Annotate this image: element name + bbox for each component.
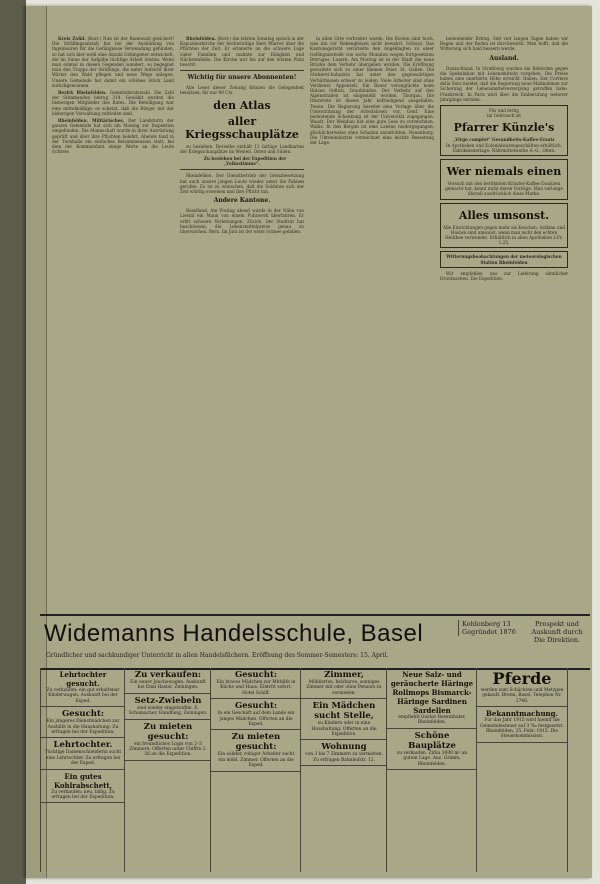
ad-text: zu Kindern oder in eine Haushaltung. Offerten an die Expedition. <box>311 721 377 738</box>
address-line: Gegründet 1876 <box>462 628 516 636</box>
section-heading: Bezirk Rheinfelden. <box>58 90 107 96</box>
classifieds-column-3 <box>210 668 301 872</box>
ad-text: sind wieder eingetroffen. E. Schumacher, Handlung, Zeiningen. <box>128 705 208 717</box>
divider <box>180 70 304 71</box>
expedition-note: Wir empfehlen uns zur Lieferung sämtlicher Drucksachen. Die Expedition. <box>440 270 568 282</box>
ad-text: In ein Geschäft auf dem Lande ein junges Mädchen. Offerten an die Exped. <box>217 711 295 728</box>
column-1-text: (Korr.) Nun ist der Bannwald gesichert! Die Sträflingsanstalt hat bei der Ausbildung von Ingenieuren für die Gefängnisse Verwendung gefunden, so hat sich hier wohl eine Anzahl Gefangener entwickelt, die im Sinne der Aufgabe tüchtige Arbeit leisten. Wenn man einmal in diesen Gegenden wandert, so begegnet man den Trupps der Sträflinge, die unter Aufsicht ihrer Wärter den Wald pflegen und neue Wege anlegen. Unsere Gemeinde hat damit ein schönes Stück Land zurückgewonnen. <box>52 36 174 88</box>
ad-text: Tüchtige Damenschneiderin sucht eine Lehrtochter. Zu erfragen bei der Exped. <box>44 750 122 767</box>
ad-text: Zu verkaufen: ein gut erhaltener Kinderwagen. Auskunft bei der Exped. <box>46 688 120 704</box>
section-text: Gemeinderatswahl. Die Zahl der Stimmenden betrug 314. Gewählt wurden die bisherigen Mitglieder des Rates. Die Beteiligung war eine mittelmäßige; es scheint, daß die Bürger mit der bisherigen Verwaltung zufrieden sind. <box>52 90 174 116</box>
ad-text: Ein neuer Jauchewagen. Auskunft bei Emil Hasler, Zeiningen. <box>130 680 206 691</box>
foreign-news-text: Deutschland. In Straßburg wurden die Behörden gegen die Spekulation mit Lebensmitteln vorgehen. Die Preise haben eine unerhörte Höhe erreicht. Italien. Der Corriere della Sera meldet, daß die Regierung neue Maßnahmen zur Sicherung der Lebensmittelversorgung getroffen habe. Frankreich. In Paris wird über die Einberufung weiterer Jahrgänge beraten. <box>440 65 568 102</box>
ad-text: zu verkaufen. Zirka 3000 m² an gutem Lage. Anz. Grimm, Rheinfelden. <box>396 750 468 767</box>
kuenzle-ad <box>440 105 568 156</box>
classifieds-column-6 <box>476 668 568 872</box>
divider <box>180 169 304 170</box>
ad-heading: Gesucht: <box>234 670 278 680</box>
ad-title: Alles umsonst. <box>458 208 550 222</box>
ad-heading: Neue Salz- und geräucherte Häringe Rollmops Bismarck-Häringe Sardinen Sardellen <box>390 670 474 715</box>
column-2 <box>180 36 304 610</box>
notice-title: Wichtig für unsere Abonnenten! <box>187 74 297 82</box>
banner-title: Widemanns Handelsschule, Basel <box>44 620 424 647</box>
classified-ad <box>125 668 211 694</box>
classified-ad <box>477 707 567 743</box>
prospectus-line: Auskunft durch <box>531 628 583 636</box>
notice-text: Alle Leser dieser Zeitung können die Gelegenheit benützen, für nur 80 Cts. <box>180 85 304 96</box>
banner-prospectus <box>528 620 586 644</box>
ad-heading: Zimmer, <box>324 670 364 680</box>
banner-address <box>458 620 526 636</box>
ad-heading: Lehrtochter. <box>53 740 113 751</box>
banner-subline: Gründlicher und sachkundiger Unterricht in allen Handelsfächern. Eröffnung des Sommer-Semesters: 15. April. <box>46 652 389 659</box>
classified-ad <box>211 668 301 699</box>
ad-text: Ein solider, ruhiger Arbeiter sucht ein möbl. Zimmer. Offerten an die Exped. <box>217 752 295 769</box>
ad-heading: Gesucht: <box>61 709 105 720</box>
ad-heading: Ein Mädchen sucht Stelle, <box>312 701 376 722</box>
ad-title: Wer niemals einen <box>446 165 562 179</box>
ad-text: Ein braves Mädchen zur Mithilfe in Küche und Haus. Eintritt sofort. Hotel Schiff. <box>216 680 296 696</box>
ad-text: empfiehlt Gustav Rosenthaler, Rheinfelden. <box>398 715 466 726</box>
classified-ad <box>387 729 477 770</box>
classified-ad <box>41 668 125 707</box>
prospectus-line: Die Direktion. <box>533 636 581 644</box>
ad-subtitle: „Virgo complet“ Gesundheits-Kaffee-Ersatz <box>453 137 555 143</box>
ad-title: Pfarrer Künzle's <box>453 121 555 135</box>
classifieds-column-5 <box>386 668 477 872</box>
classified-ad <box>211 730 301 771</box>
ad-heading: Pferde <box>492 669 552 688</box>
ad-text: Zu verkaufen: neu, billig. Zu erfragen bei der Expedition. <box>51 789 115 801</box>
section-heading: Rheinfelden. <box>186 36 216 41</box>
ad-kicker: im Gebrauch ist <box>487 113 521 119</box>
atlas-title: den Atlas <box>213 98 271 112</box>
ad-text: Für das Jahr 1915 wird hiemit die Gemeindesteuer auf 3 ‰ festgesetzt. Rheinfelden, 25. Febr. 1915. Die Steuerkommission. <box>480 718 564 740</box>
column-3-text: in allen Orte verbreitet wurde. Die Kosten sind hoch, was ihn vor Nebengleisen nicht bewahrt. Schwyz. Das Kantonsgericht verurteilte den Angeklagten zu einer Gefängnisstrafe von sechs Monaten wegen fortgesetzten Betruges. Luzern. Am Montag ist in der Stadt die neue Brücke dem Verkehr übergeben worden. Die Eröffnung gestaltete sich zu einer kleinen Feier. St. Gallen. Die Stickerei-Industrie hat unter den gegenwärtigen Verhältnissen schwer zu leiden. Viele Arbeiter sind ohne Verdienst. Appenzell. Ein Bauer verunglückte beim Holzen tödlich. Graubünden. Der Verkehr auf den Alpenstraßen ist eingestellt worden. Thurgau. Die Obsternte ist dieses Jahr befriedigend ausgefallen. Tessin. Die Regierung bereitet eine Vorlage über die Unterstützung der Arbeitslosen vor. Genf. Eine bedeutende Schenkung ist der Universität zugegangen. Waadt. Der Weinbau hat eine gute Lese zu verzeichnen. Wallis. In den Bergen ist eine Lawine niedergegangen, glücklicherweise ohne Schaden anzurichten. Neuenburg. Die Uhrenindustrie verzeichnet eine leichte Besserung der Lage. <box>310 36 434 146</box>
classified-ad <box>301 740 387 766</box>
ad-heading: Bekanntmachung. <box>486 709 558 719</box>
school-banner-ad <box>40 614 590 670</box>
classifieds-column-2 <box>124 668 211 872</box>
ad-heading: Lehrtochter gesucht. <box>59 670 107 688</box>
ad-heading: Zu verkaufen: <box>134 670 202 680</box>
binding-gutter <box>0 0 26 884</box>
weather-table <box>440 251 568 267</box>
ad-heading: Zu mieten gesucht: <box>231 732 281 753</box>
ad-text: ein freundliches Logis von 2–3 Zimmern. Offerten unter Chiffre 2. 26 an die Expedition. <box>129 741 207 758</box>
ad-text: werden zum Schächten und Metzgen gekauft. Brenn, Basel, Telephon Nr. 1746. <box>480 688 564 704</box>
ad-text: Versuch mit den berühmten Kräuter-Kaffee-Zusätzen gemacht hat, kennt nicht deren Vorzüge. Man verlange überall ausdrücklich diese Marke. <box>445 181 563 197</box>
atlas-text: zu beziehen. Derselbe enthält 13 farbige Landkarten der Kriegsschauplätze im Westen, Osten und Süden. <box>180 143 304 154</box>
column-4-text: bedeutender Ertrag. Seit vier langen Tagen haben wir Regen und der Boden ist durchweicht. Man hofft, daß die Witterung sich bald bessern werde. <box>440 36 568 52</box>
ad-heading: Wohnung <box>321 742 367 753</box>
classified-ad <box>301 699 387 740</box>
ad-text: von 3 bis 7 Zimmern zu vermieten. Zu erfragen Bahnhofstr. 12. <box>305 752 383 763</box>
section-text: Rheinfelden. Der Dienstbetrieb der Grenzbesetzung hat auch unsere jungen Leute wieder unter die Fahnen gerufen. Es ist zu wünschen, daß die Soldaten sich der Zeit würdig erweisen und ihre Pflicht tun. <box>180 173 304 195</box>
ad-heading: Setz-Zwiebeln <box>134 695 202 706</box>
atlas-order-info: Zu beziehen bei der Expedition der „Volksstimme“. <box>203 156 287 167</box>
column-3 <box>310 36 434 610</box>
ad-text: Alle Einrichtungen gegen mehr als Keuchen, Asthma und Husten sind umsonst, wenn man nicht den echten Heilthee verwendet. Erhältlich in allen Apotheken à Fr. 1.25. <box>443 224 565 246</box>
classifieds-column-4 <box>300 668 387 872</box>
atlas-subtitle: aller Kriegsschauplätze <box>185 114 299 141</box>
section-text: (Korr.) Am letzten Sonntag sprach in der Kapuzinerkirche der hochwürdige Herr Pfarrer über die Pflichten der Zeit. Er erinnerte an die schwere Lage vieler Familien und mahnte zur Einigkeit und Nächstenliebe. Die Kirche war bis auf den letzten Platz besetzt. <box>180 36 304 68</box>
section-heading: Rheinfelden. Militärisches. <box>58 118 125 124</box>
cantons-text: Baselland. Am Freitag abend wurde in der Nähe von Liestal ein Mann von einem Fuhrwerk überfahren. Er erlitt schwere Verletzungen. Zürich. Der Stadtrat hat beschlossen, die Lebensmittelpreise genau zu überwachen. Bern. Im Jura ist der erste Schnee gefallen. <box>180 208 304 235</box>
classified-ad <box>41 738 125 769</box>
prospectus-line: Prospekt und <box>535 620 579 628</box>
niemals-ad <box>440 159 568 200</box>
foreign-news-heading: Ausland. <box>489 54 519 62</box>
classified-ad <box>125 694 211 720</box>
ad-heading: Schöne Bauplätze <box>408 730 456 751</box>
classified-ad <box>477 668 567 707</box>
ad-heading: Ein gutes Kohlrabschett, <box>53 771 113 790</box>
column-1 <box>52 36 174 610</box>
other-cantons-heading: Andere Kantone. <box>213 197 271 205</box>
classified-ad <box>125 720 211 761</box>
umsonst-ad <box>440 203 568 249</box>
classified-ad <box>41 707 125 738</box>
address-line: Kohlenberg 13 <box>462 620 511 628</box>
classified-ad <box>387 668 477 729</box>
classified-ad <box>211 699 301 730</box>
ad-heading: Zu mieten gesucht: <box>143 721 193 742</box>
section-text: Der Landsturm der ganzen Gemeinde hat sich am Montag zur Inspektion eingefunden. Die Mannschaft wurde in ihrer Ausrüstung geprüft und über ihre Pflichten belehrt. Abends fand in der Turnhalle ein einfaches Beisammensein statt, bei dem der Kommandant einige Worte an die Leute richtete. <box>52 118 174 155</box>
ad-heading: Gesucht: <box>234 701 278 712</box>
classifieds-column-1 <box>40 668 125 872</box>
classified-ad <box>41 770 125 804</box>
ad-kicker: Für und fertig <box>488 108 520 114</box>
ad-text: Möbliertes, heizbares, sonniges Zimmer mit oder ohne Pension zu vermieten. <box>306 680 382 696</box>
column-4 <box>440 36 568 610</box>
classified-ad <box>301 668 387 699</box>
weather-title: Witterungsbeobachtungen der meteorologischen Station Rheinfelden <box>446 254 562 265</box>
ad-text: Ein jüngeres Dienstmädchen zur Aushilfe in die Haushaltung. Zu erfragen bei der Expedition. <box>46 719 120 736</box>
kicker: Kreis Zofid. <box>58 36 86 41</box>
ad-text: In Apotheken und Kolonialwarengeschäften erhältlich. Fabrikniederlage: Nährmittelwerke A.-G., Olten. <box>445 142 563 153</box>
